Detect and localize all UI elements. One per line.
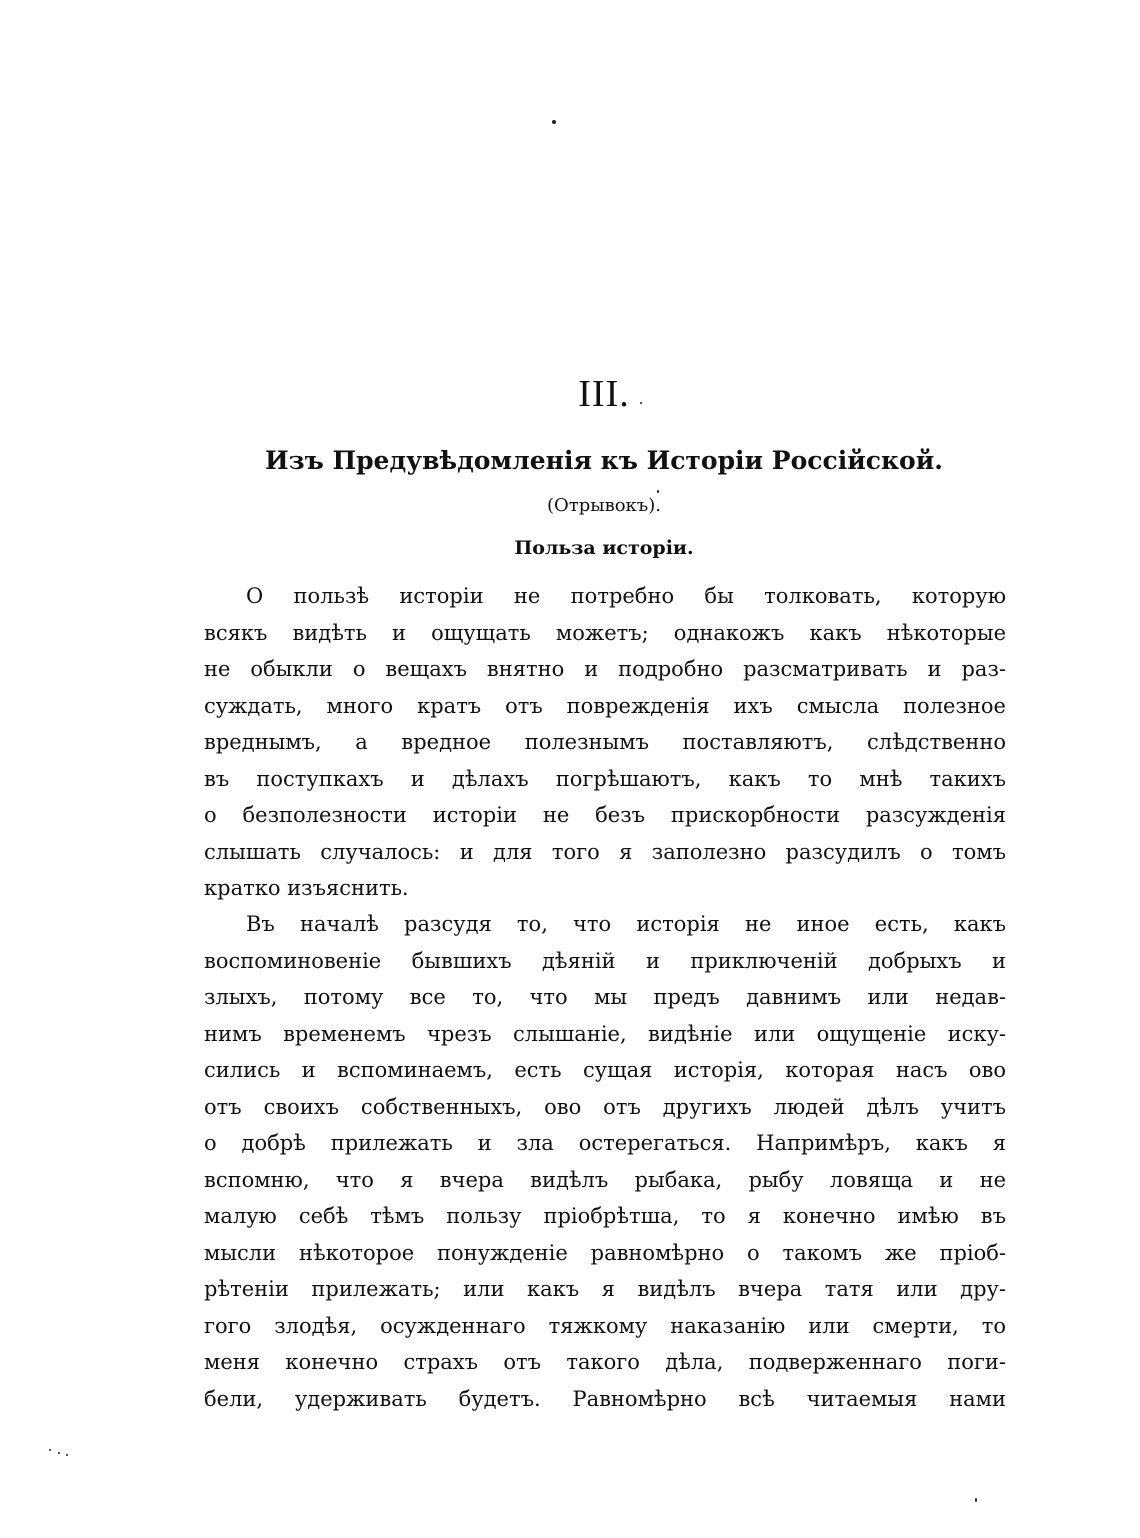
text-line: слышать случалось: и для того я заполезно разсудилъ о томъ (204, 839, 1006, 864)
scan-speck (49, 1449, 51, 1451)
chapter-number: III. (578, 373, 630, 415)
text-line: воспоминовеніе бывшихъ дѣяній и приключеній добрыхъ и (204, 948, 1006, 973)
text-line: злыхъ, потому все то, что мы предъ давнимъ или недав- (204, 985, 1006, 1009)
section-title: Изъ Предувѣдомленія къ Исторіи Россійской. (265, 446, 943, 475)
text-line: сились и вспоминаемъ, есть сущая исторія, которая насъ ово (204, 1058, 1006, 1082)
subtitle: (Отрывокъ). (546, 495, 661, 516)
text-line: мысли нѣкоторое понужденіе равномѣрно о такомъ же пріоб- (204, 1240, 1006, 1265)
text-line: меня конечно страхъ отъ такого дѣла, подверженнаго поги- (204, 1350, 1006, 1374)
paragraph (204, 578, 1006, 907)
text-line: о безполезности исторіи не безъ прискорбности разсужденія (204, 803, 1006, 827)
text-line: малую себѣ тѣмъ пользу пріобрѣтша, то я конечно имѣю въ (204, 1204, 1006, 1228)
text-line: О пользѣ исторіи не потребно бы толковать, которую (246, 584, 1006, 608)
scan-speck (975, 1498, 977, 1502)
text-line: вреднымъ, а вредное полезнымъ поставляютъ, слѣдственно (204, 730, 1006, 754)
text-line: бели, удерживать будетъ. Равномѣрно всѣ читаемыя нами (204, 1386, 1006, 1411)
section-heading: Польза исторіи. (514, 537, 694, 559)
text-line: отъ своихъ собственныхъ, ово отъ другихъ людей дѣлъ учитъ (204, 1094, 1006, 1119)
text-line: гого злодѣя, осужденнаго тяжкому наказанію или смерти, то (204, 1313, 1006, 1338)
scan-speck (657, 490, 659, 493)
text-line: вспомню, что я вчера видѣлъ рыбака, рыбу ловяща и не (204, 1167, 1006, 1192)
text-line: нимъ временемъ чрезъ слышаніе, видѣніе или ощущеніе иску- (204, 1021, 1006, 1046)
text-line: не обыкли о вещахъ внятно и подробно разсматривать и раз- (204, 657, 1006, 681)
text-line: Въ началѣ разсудя то, что исторія не иное есть, какъ (246, 912, 1006, 936)
scan-speck (552, 120, 556, 124)
paragraph (204, 906, 1006, 1417)
text-line: рѣтеніи прилежать; или какъ я видѣлъ вчера татя или дру- (204, 1277, 1006, 1301)
text-line: всякъ видѣть и ощущать можетъ; однакожъ какъ нѣкоторые (204, 620, 1006, 645)
text-line: кратко изъяснить. (204, 876, 409, 900)
text-line: суждать, много кратъ отъ поврежденія ихъ смысла полезное (204, 693, 1006, 718)
scan-speck (66, 1454, 68, 1456)
scan-speck (58, 1452, 60, 1454)
text-line: въ поступкахъ и дѣлахъ погрѣшаютъ, какъ то мнѣ такихъ (204, 766, 1006, 791)
text-line: о добрѣ прилежать и зла остерегаться. Напримѣръ, какъ я (204, 1131, 1006, 1155)
